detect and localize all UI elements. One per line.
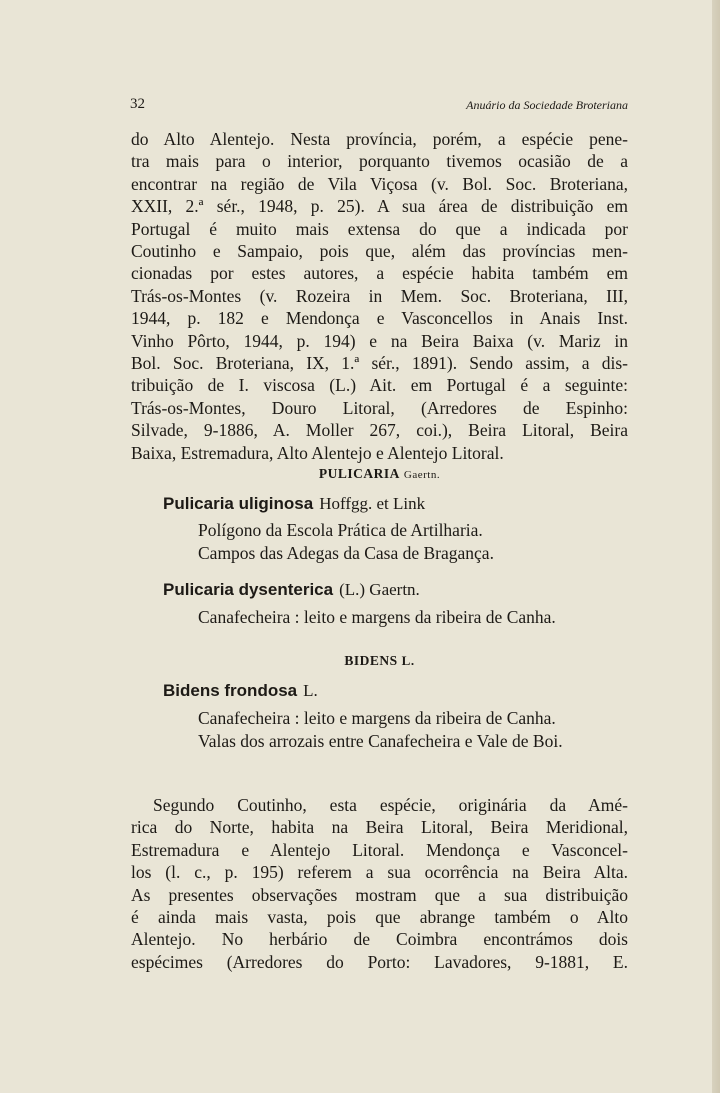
genus-heading-pulicaria [131, 466, 628, 482]
species-bidens-frondosa [163, 681, 318, 701]
species-author: L. [303, 681, 318, 700]
page-edge [712, 0, 720, 1093]
locality: Canafecheira : leito e margens da ribeira de Canha. [198, 708, 556, 728]
species-name: Bidens frondosa [163, 681, 298, 700]
text-line: Coutinho e Sampaio, pois que, além das províncias men- [131, 241, 628, 262]
species-name: Pulicaria uliginosa [163, 494, 314, 513]
genus-author: L. [401, 653, 415, 668]
text-line: Trás-os-Montes (v. Rozeira in Mem. Soc. Broteriana, III, [131, 285, 628, 306]
locality: Valas dos arrozais entre Canafecheira e Vale de Boi. [198, 731, 563, 751]
text-line: cionadas por estes autores, a espécie habita também em [131, 263, 628, 284]
text-line: Trás-os-Montes, Douro Litoral, (Arredores de Espinho: [131, 397, 628, 418]
running-head: Anuário da Sociedade Broteriana [466, 98, 628, 112]
page-number: 32 [130, 96, 145, 112]
text-line: rica do Norte, habita na Beira Litoral, Beira Meridional, [131, 817, 628, 838]
text-line: Bol. Soc. Broteriana, IX, 1.ª sér., 1891). Sendo assim, a dis- [131, 353, 628, 374]
genus-name: BIDENS [344, 653, 398, 668]
species-pulicaria-uliginosa [163, 494, 425, 514]
species-name: Pulicaria dysenterica [163, 580, 334, 599]
species-pulicaria-dysenterica [163, 580, 420, 600]
text-line: Estremadura e Alentejo Litoral. Mendonça e Vasconcel- [131, 839, 628, 860]
text-line: As presentes observações mostram que a sua distribuição [131, 884, 628, 905]
text-line: Alentejo. No herbário de Coimbra encontrámos dois [131, 929, 628, 950]
text-line: Portugal é muito mais extensa do que a indicada por [131, 218, 628, 239]
text-line: espécimes (Arredores do Porto: Lavadores, 9-1881, E. [131, 951, 628, 972]
text-line: los (l. c., p. 195) referem a sua ocorrência na Beira Alta. [131, 862, 628, 883]
text-line: do Alto Alentejo. Nesta província, porém, a espécie pene- [131, 129, 628, 149]
locality: Campos das Adegas da Casa de Bragança. [198, 543, 494, 563]
text-line: tribuição de I. viscosa (L.) Ait. em Portugal é a seguinte: [131, 375, 628, 396]
genus-name: PULICARIA [318, 466, 400, 481]
text-line: 1944, p. 182 e Mendonça e Vasconcellos in Anais Inst. [131, 308, 628, 329]
text-line: é ainda mais vasta, pois que abrange também o Alto [131, 907, 628, 928]
text-line: XXII, 2.ª sér., 1948, p. 25). A sua área de distribuição em [131, 196, 628, 217]
text-line: Silvade, 9-1886, A. Moller 267, coi.), Beira Litoral, Beira [131, 420, 628, 441]
text-line: Segundo Coutinho, esta espécie, originária da Amé- [153, 795, 628, 815]
locality: Polígono da Escola Prática de Artilharia. [198, 520, 483, 540]
paragraph-distribution [131, 128, 628, 464]
species-author: Hoffgg. et Link [319, 494, 426, 513]
genus-heading-bidens [131, 653, 628, 669]
text-line: encontrar na região de Vila Viçosa (v. Bol. Soc. Broteriana, [131, 173, 628, 194]
species-author: (L.) Gaertn. [339, 580, 420, 599]
text-line: Vinho Pôrto, 1944, p. 194) e na Beira Baixa (v. Mariz in [131, 330, 628, 351]
locality: Canafecheira : leito e margens da ribeira de Canha. [198, 607, 556, 627]
text-line: tra mais para o interior, porquanto tivemos ocasião de a [131, 151, 628, 172]
paragraph-bidens-distribution [131, 794, 628, 973]
text-line: Baixa, Estremadura, Alto Alentejo e Alentejo Litoral. [131, 442, 504, 463]
genus-author: Gaertn. [403, 469, 441, 481]
page-header [130, 96, 628, 116]
